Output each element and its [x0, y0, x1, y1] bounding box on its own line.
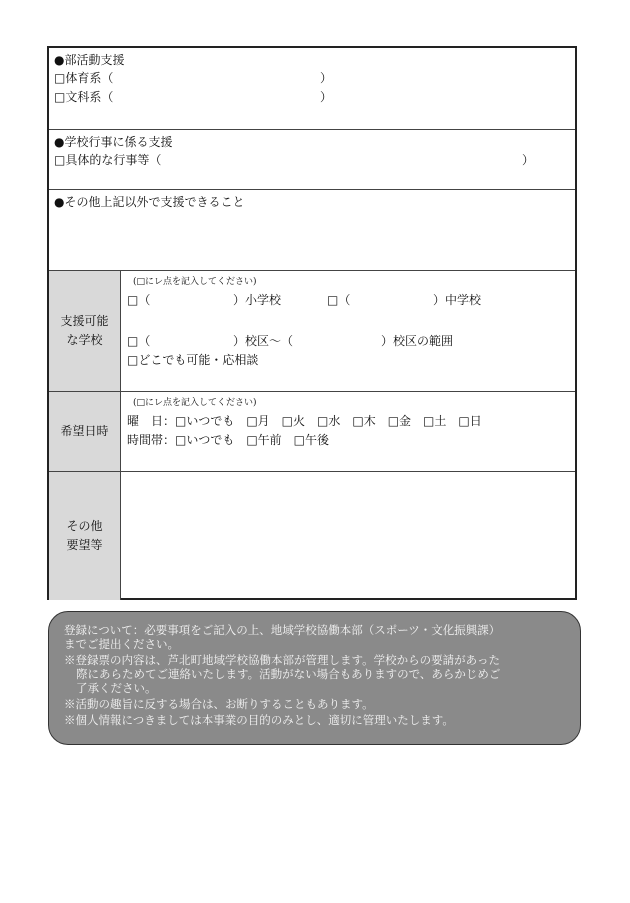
info-line: 登録について：必要事項をご記入の上、地域学校協働本部（スポーツ・文化振興課）: [64, 623, 501, 637]
other-support-section[interactable]: [49, 190, 575, 271]
club-support-heading: ●部活動支援: [54, 53, 125, 67]
club-support-section: [49, 48, 575, 130]
preferred-schedule-section: [49, 392, 575, 472]
junior-high-checkbox[interactable]: □（: [327, 293, 351, 307]
district-range-label: ）校区の範囲: [381, 334, 454, 348]
sports-club-field-close: ）: [320, 71, 333, 85]
info-line: ※登録票の内容は、芦北町地域学校協働本部が管理します。学校からの要請があった: [64, 653, 500, 667]
time-slot-checkboxes[interactable]: 時間帯：□いつでも □午前 □午後: [127, 433, 330, 447]
district-range-checkbox[interactable]: □（: [127, 334, 151, 348]
available-schools-label: 支援可能 な学校: [49, 271, 121, 391]
info-line: 了承ください。: [76, 681, 157, 695]
info-line: までご提出ください。: [64, 637, 179, 651]
other-requests-label: その他 要望等: [49, 472, 121, 600]
district-range-middle: ）校区～（: [233, 334, 294, 348]
junior-high-label: ）中学校: [433, 293, 482, 307]
preferred-schedule-label: 希望日時: [49, 392, 121, 471]
school-events-heading: ●学校行事に係る支援: [54, 135, 173, 149]
other-requests-section: [49, 472, 575, 600]
registration-info-box: [48, 611, 581, 745]
available-schools-section: [49, 271, 575, 392]
elementary-school-label: ）小学校: [233, 293, 282, 307]
weekday-checkboxes[interactable]: 曜 日：□いつでも □月 □火 □水 □木 □金 □土 □日: [127, 414, 482, 428]
school-events-section: [49, 130, 575, 190]
culture-club-field-close: ）: [320, 90, 333, 104]
event-detail-field-close: ）: [522, 153, 535, 167]
elementary-school-checkbox[interactable]: □（: [127, 293, 151, 307]
info-line: ※個人情報につきましては本事業の目的のみとし、適切に管理いたします。: [64, 713, 454, 727]
registration-form: [47, 46, 577, 600]
info-line: 際にあらためてご連絡いたします。活動がない場合もありますので、あらかじめご: [76, 667, 501, 681]
schedule-note: (□にレ点を記入してください): [133, 398, 257, 408]
schools-note: (□にレ点を記入してください): [133, 277, 257, 287]
anywhere-checkbox[interactable]: □どこでも可能・応相談: [127, 353, 259, 367]
culture-club-field-label[interactable]: □文科系（: [54, 90, 114, 104]
info-line: ※活動の趣旨に反する場合は、お断りすることもあります。: [64, 697, 374, 711]
event-detail-field-label[interactable]: □具体的な行事等（: [54, 153, 162, 167]
other-support-heading: ●その他上記以外で支援できること: [54, 195, 245, 209]
sports-club-field-label[interactable]: □体育系（: [54, 71, 114, 85]
